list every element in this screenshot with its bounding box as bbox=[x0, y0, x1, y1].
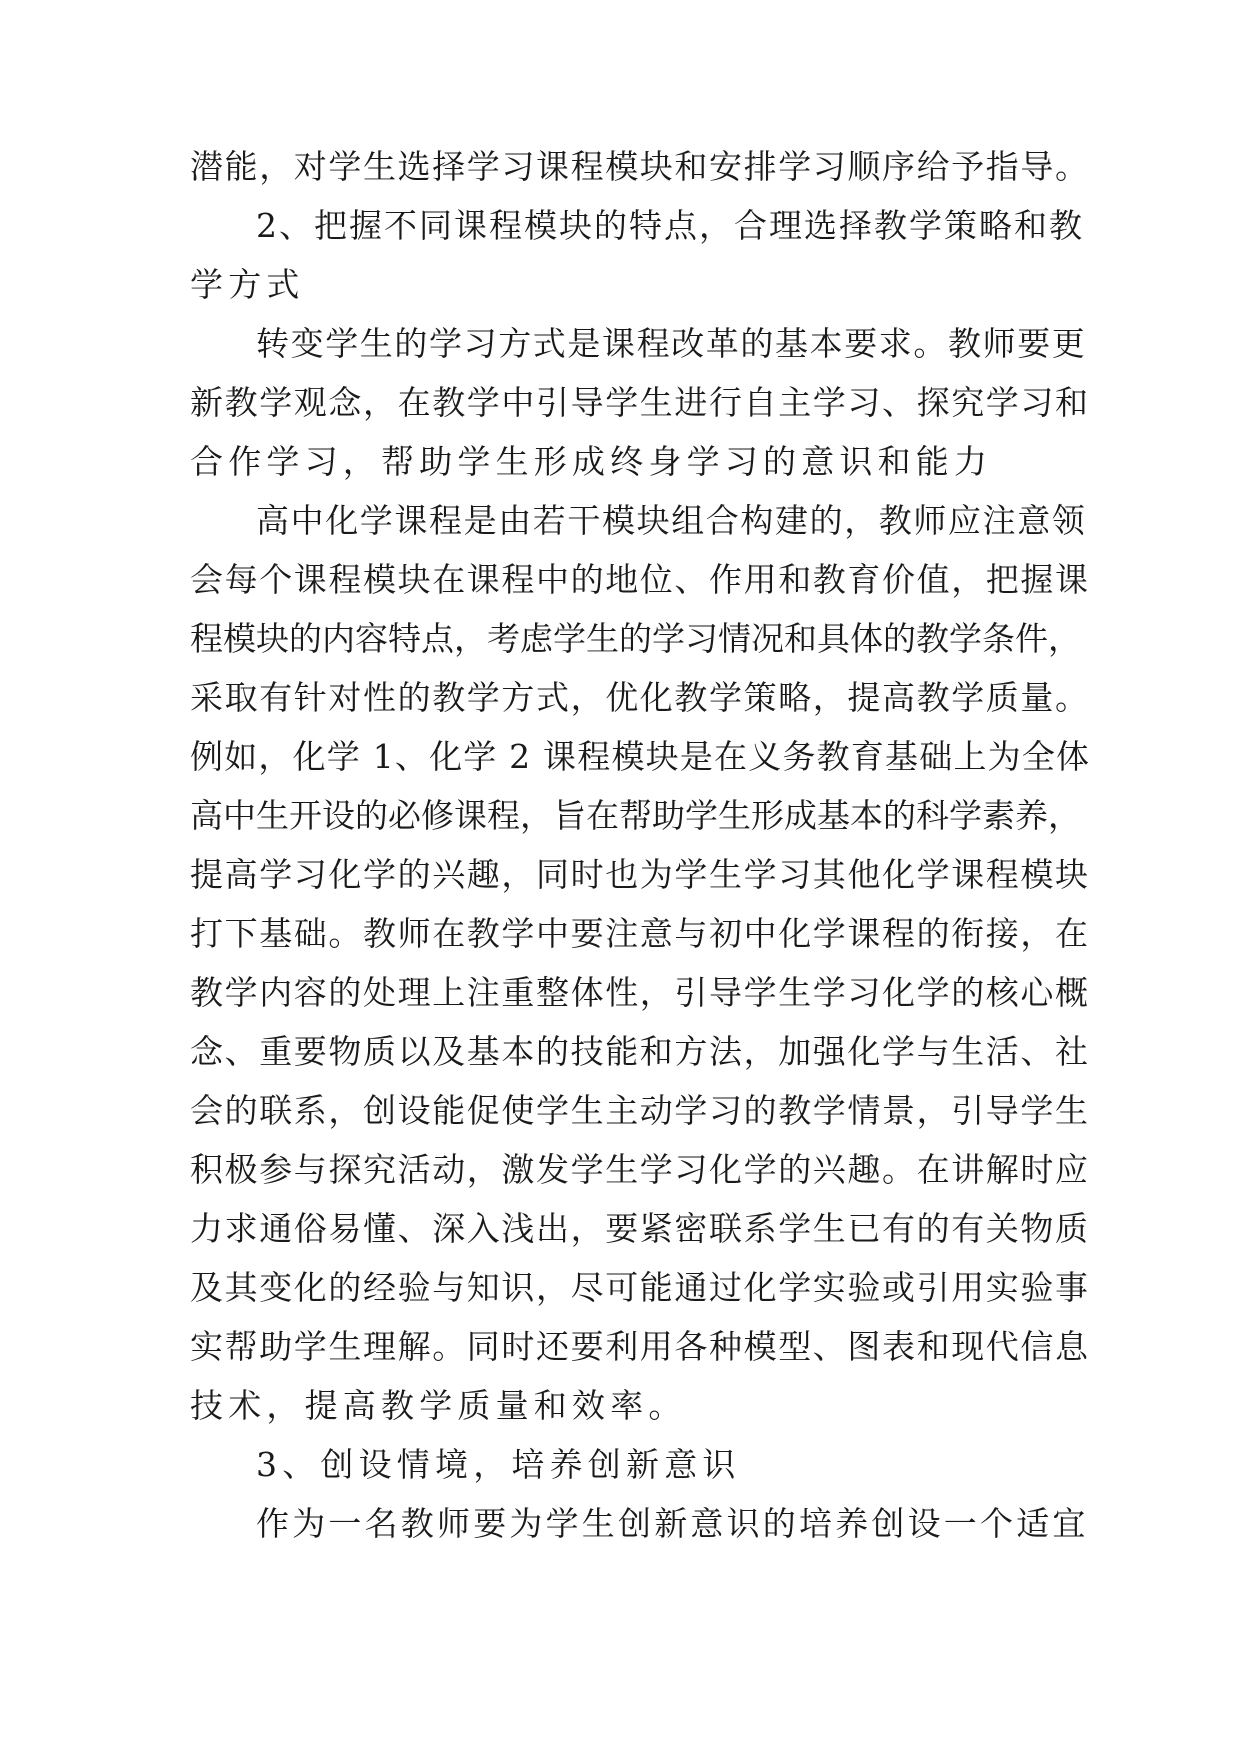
text-line: 积极参与探究活动，激发学生学习化学的兴趣。在讲解时应 bbox=[190, 1150, 1090, 1189]
text-line: 程模块的内容特点，考虑学生的学习情况和具体的教学条件， bbox=[190, 619, 1081, 658]
text-line: 合作学习，帮助学生形成终身学习的意识和能力 bbox=[190, 442, 993, 481]
text-line: 会的联系，创设能促使学生主动学习的教学情景，引导学生 bbox=[190, 1091, 1090, 1130]
text-line: 教学内容的处理上注重整体性，引导学生学习化学的核心概 bbox=[190, 973, 1090, 1012]
text-line: 实帮助学生理解。同时还要利用各种模型、图表和现代信息 bbox=[190, 1327, 1090, 1366]
text-line: 打下基础。教师在教学中要注意与初中化学课程的衔接，在 bbox=[190, 914, 1090, 953]
paragraph-start: 转变学生的学习方式是课程改革的基本要求。教师要更 bbox=[256, 324, 1087, 363]
text-line: 提高学习化学的兴趣，同时也为学生学习其他化学课程模块 bbox=[190, 855, 1090, 894]
text-line: 及其变化的经验与知识，尽可能通过化学实验或引用实验事 bbox=[190, 1268, 1090, 1307]
section-heading: 2、把握不同课程模块的特点，合理选择教学策略和教 bbox=[256, 206, 1084, 245]
text-line: 潜能，对学生选择学习课程模块和安排学习顺序给予指导。 bbox=[190, 147, 1090, 186]
section-heading: 3、创设情境，培养创新意识 bbox=[256, 1445, 741, 1484]
paragraph-start: 高中化学课程是由若干模块组合构建的，教师应注意领 bbox=[256, 501, 1087, 540]
text-line: 例如，化学 1、化学 2 课程模块是在义务教育基础上为全体 bbox=[190, 737, 1091, 776]
text-line: 会每个课程模块在课程中的地位、作用和教育价值，把握课 bbox=[190, 560, 1090, 599]
text-line: 新教学观念，在教学中引导学生进行自主学习、探究学习和 bbox=[190, 383, 1090, 422]
text-line: 采取有针对性的教学方式，优化教学策略，提高教学质量。 bbox=[190, 678, 1090, 717]
text-line: 念、重要物质以及基本的技能和方法，加强化学与生活、社 bbox=[190, 1032, 1090, 1071]
section-heading-continued: 学方式 bbox=[190, 265, 305, 304]
text-line: 技术，提高教学质量和效率。 bbox=[190, 1386, 687, 1425]
paragraph-start: 作为一名教师要为学生创新意识的培养创设一个适宜 bbox=[256, 1504, 1089, 1543]
text-line: 高中生开设的必修课程，旨在帮助学生形成基本的科学素养， bbox=[190, 796, 1081, 835]
text-line: 力求通俗易懂、深入浅出，要紧密联系学生已有的有关物质 bbox=[190, 1209, 1090, 1248]
